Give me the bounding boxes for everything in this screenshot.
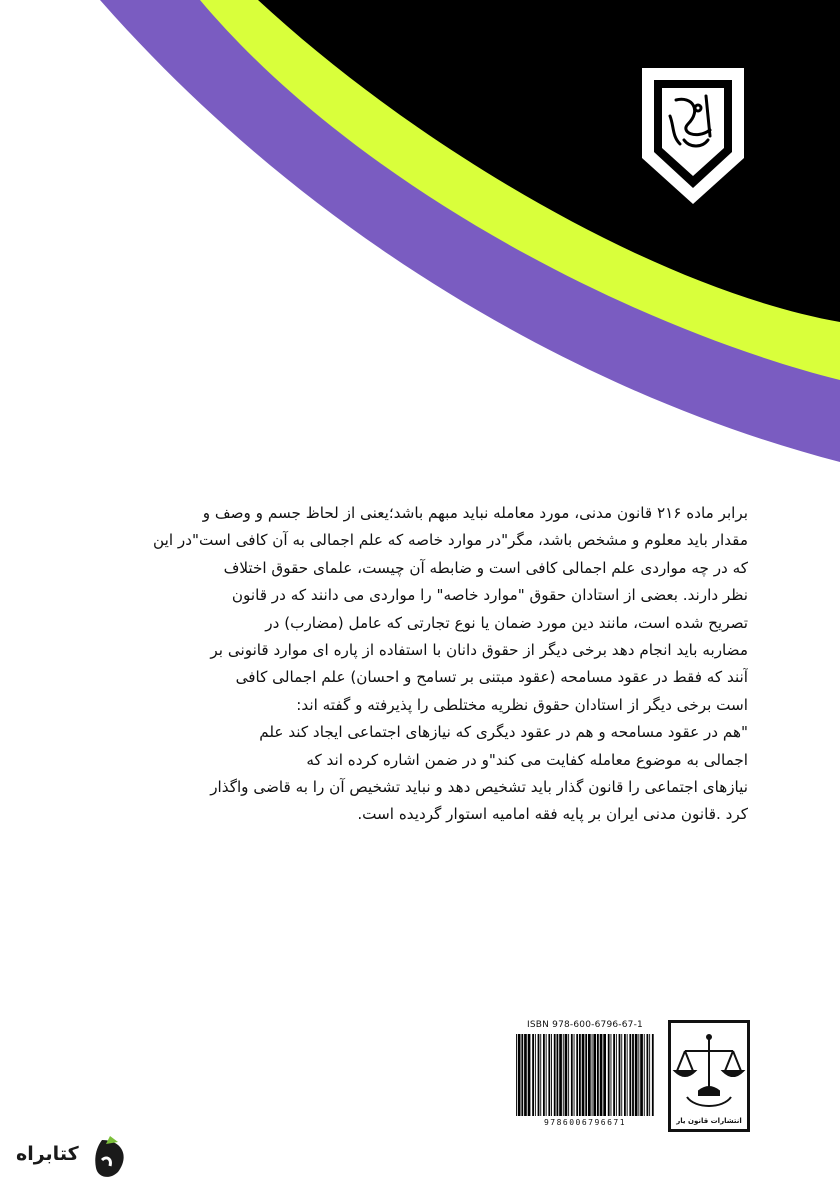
barcode-bar bbox=[557, 1034, 559, 1116]
barcode-bar bbox=[516, 1034, 517, 1116]
barcode-bar bbox=[621, 1034, 622, 1116]
barcode-bar bbox=[652, 1034, 654, 1116]
barcode-bar bbox=[603, 1034, 606, 1116]
barcode-bar bbox=[535, 1034, 536, 1116]
barcode-bar bbox=[571, 1034, 573, 1116]
barcode-bar bbox=[548, 1034, 550, 1116]
barcode-bar bbox=[574, 1034, 575, 1116]
barcode-icon bbox=[514, 1034, 656, 1116]
text-line: "هم در عقود مسامحه و هم در عقود دیگری که نیازهای اجتماعی ایجاد کند علم bbox=[259, 723, 748, 742]
barcode-bar bbox=[592, 1034, 593, 1116]
barcode-bar bbox=[611, 1034, 612, 1116]
barcode-bar bbox=[521, 1034, 523, 1116]
barcode-bar bbox=[546, 1034, 547, 1116]
barcode-bar bbox=[559, 1034, 562, 1116]
barcode-bar bbox=[585, 1034, 587, 1116]
text-line: برابر ماده ۲۱۶ قانون مدنی، مورد معامله نباید مبهم باشد؛یعنی از لحاظ جسم و وصف و bbox=[202, 504, 748, 522]
barcode-bar bbox=[649, 1034, 650, 1116]
barcode-bar bbox=[579, 1034, 581, 1116]
text-line: نظر دارند. بعضی از استادان حقوق "موارد خاصه" را مواردی می دانند که در قانون bbox=[231, 586, 748, 605]
barcode-bar bbox=[597, 1034, 599, 1116]
barcode-bar bbox=[644, 1034, 645, 1116]
barcode-bar bbox=[627, 1034, 628, 1116]
barcode-bar bbox=[616, 1034, 617, 1116]
text-line: مضاربه باید انجام دهد برخی دیگر از حقوق دانان با استفاده از پاره ای موارد قانونی بر bbox=[210, 641, 748, 660]
text-line: که در چه مواردی علم اجمالی کافی است و ضابطه آن چیست، علمای حقوق اختلاف bbox=[223, 558, 748, 577]
barcode-bar bbox=[635, 1034, 638, 1116]
isbn-label: ISBN 978-600-6796-67-1 bbox=[527, 1020, 643, 1030]
barcode-bar bbox=[565, 1034, 568, 1116]
barcode-bar bbox=[518, 1034, 521, 1116]
text-line: مقدار باید معلوم و مشخص باشد، مگر"در موارد خاصه که علم اجمالی به آن کافی است"در این bbox=[153, 531, 748, 550]
barcode-bar bbox=[582, 1034, 585, 1116]
barcode-bar bbox=[632, 1034, 634, 1116]
barcode-bar bbox=[576, 1034, 578, 1116]
barcode-bar bbox=[588, 1034, 591, 1116]
barcode-bar bbox=[543, 1034, 545, 1116]
barcode-bar bbox=[593, 1034, 596, 1116]
barcode-bar bbox=[638, 1034, 639, 1116]
text-line: کرد .قانون مدنی ایران بر پایه فقه امامیه استوار گردیده است. bbox=[357, 805, 748, 824]
text-line: نیازهای اجتماعی را قانون گذار باید تشخیص دهد و نباید تشخیص آن را به قاضی واگذار bbox=[210, 778, 748, 797]
barcode-bar bbox=[563, 1034, 564, 1116]
text-line: آنند که فقط در عقود مسامحه (عقود مبتنی بر تسامح و احسان) علم اجمالی کافی bbox=[235, 668, 748, 687]
publisher-name: انتشارات قانون یار bbox=[676, 1117, 742, 1125]
text-line: است برخی دیگر از استادان حقوق نظریه مختلطی را پذیرفته و گفته اند: bbox=[296, 695, 748, 714]
barcode-bar bbox=[608, 1034, 610, 1116]
barcode-bar bbox=[629, 1034, 631, 1116]
barcode-bar bbox=[613, 1034, 615, 1116]
scales-of-justice-icon bbox=[671, 1027, 747, 1117]
barcode-bar bbox=[528, 1034, 531, 1116]
calligraphy-shield-logo-icon bbox=[640, 66, 746, 206]
ketabrah-watermark-text: کتابراه bbox=[16, 1143, 79, 1165]
barcode-bar bbox=[551, 1034, 552, 1116]
text-line: تصریح شده است، مانند دین مورد ضمان یا نوع تجارتی که عامل (مضارب) در bbox=[265, 613, 748, 632]
isbn-barcode-block bbox=[510, 1020, 660, 1130]
barcode-digits: 9786006796671 bbox=[543, 1118, 627, 1127]
barcode-bar bbox=[538, 1034, 540, 1116]
barcode-bar bbox=[624, 1034, 626, 1116]
text-line: اجمالی به موضوع معامله کفایت می کند"و در ضمن اشاره کرده اند که bbox=[306, 750, 748, 769]
barcode-bar bbox=[532, 1034, 534, 1116]
barcode-bar bbox=[600, 1034, 603, 1116]
barcode-bar bbox=[524, 1034, 527, 1116]
barcode-bar bbox=[640, 1034, 643, 1116]
back-cover-description bbox=[88, 500, 748, 829]
barcode-bar bbox=[647, 1034, 649, 1116]
barcode-bar bbox=[568, 1034, 569, 1116]
publisher-logo bbox=[668, 1020, 750, 1132]
barcode-bar bbox=[619, 1034, 621, 1116]
barcode-bar bbox=[540, 1034, 541, 1116]
barcode-bar bbox=[554, 1034, 556, 1116]
